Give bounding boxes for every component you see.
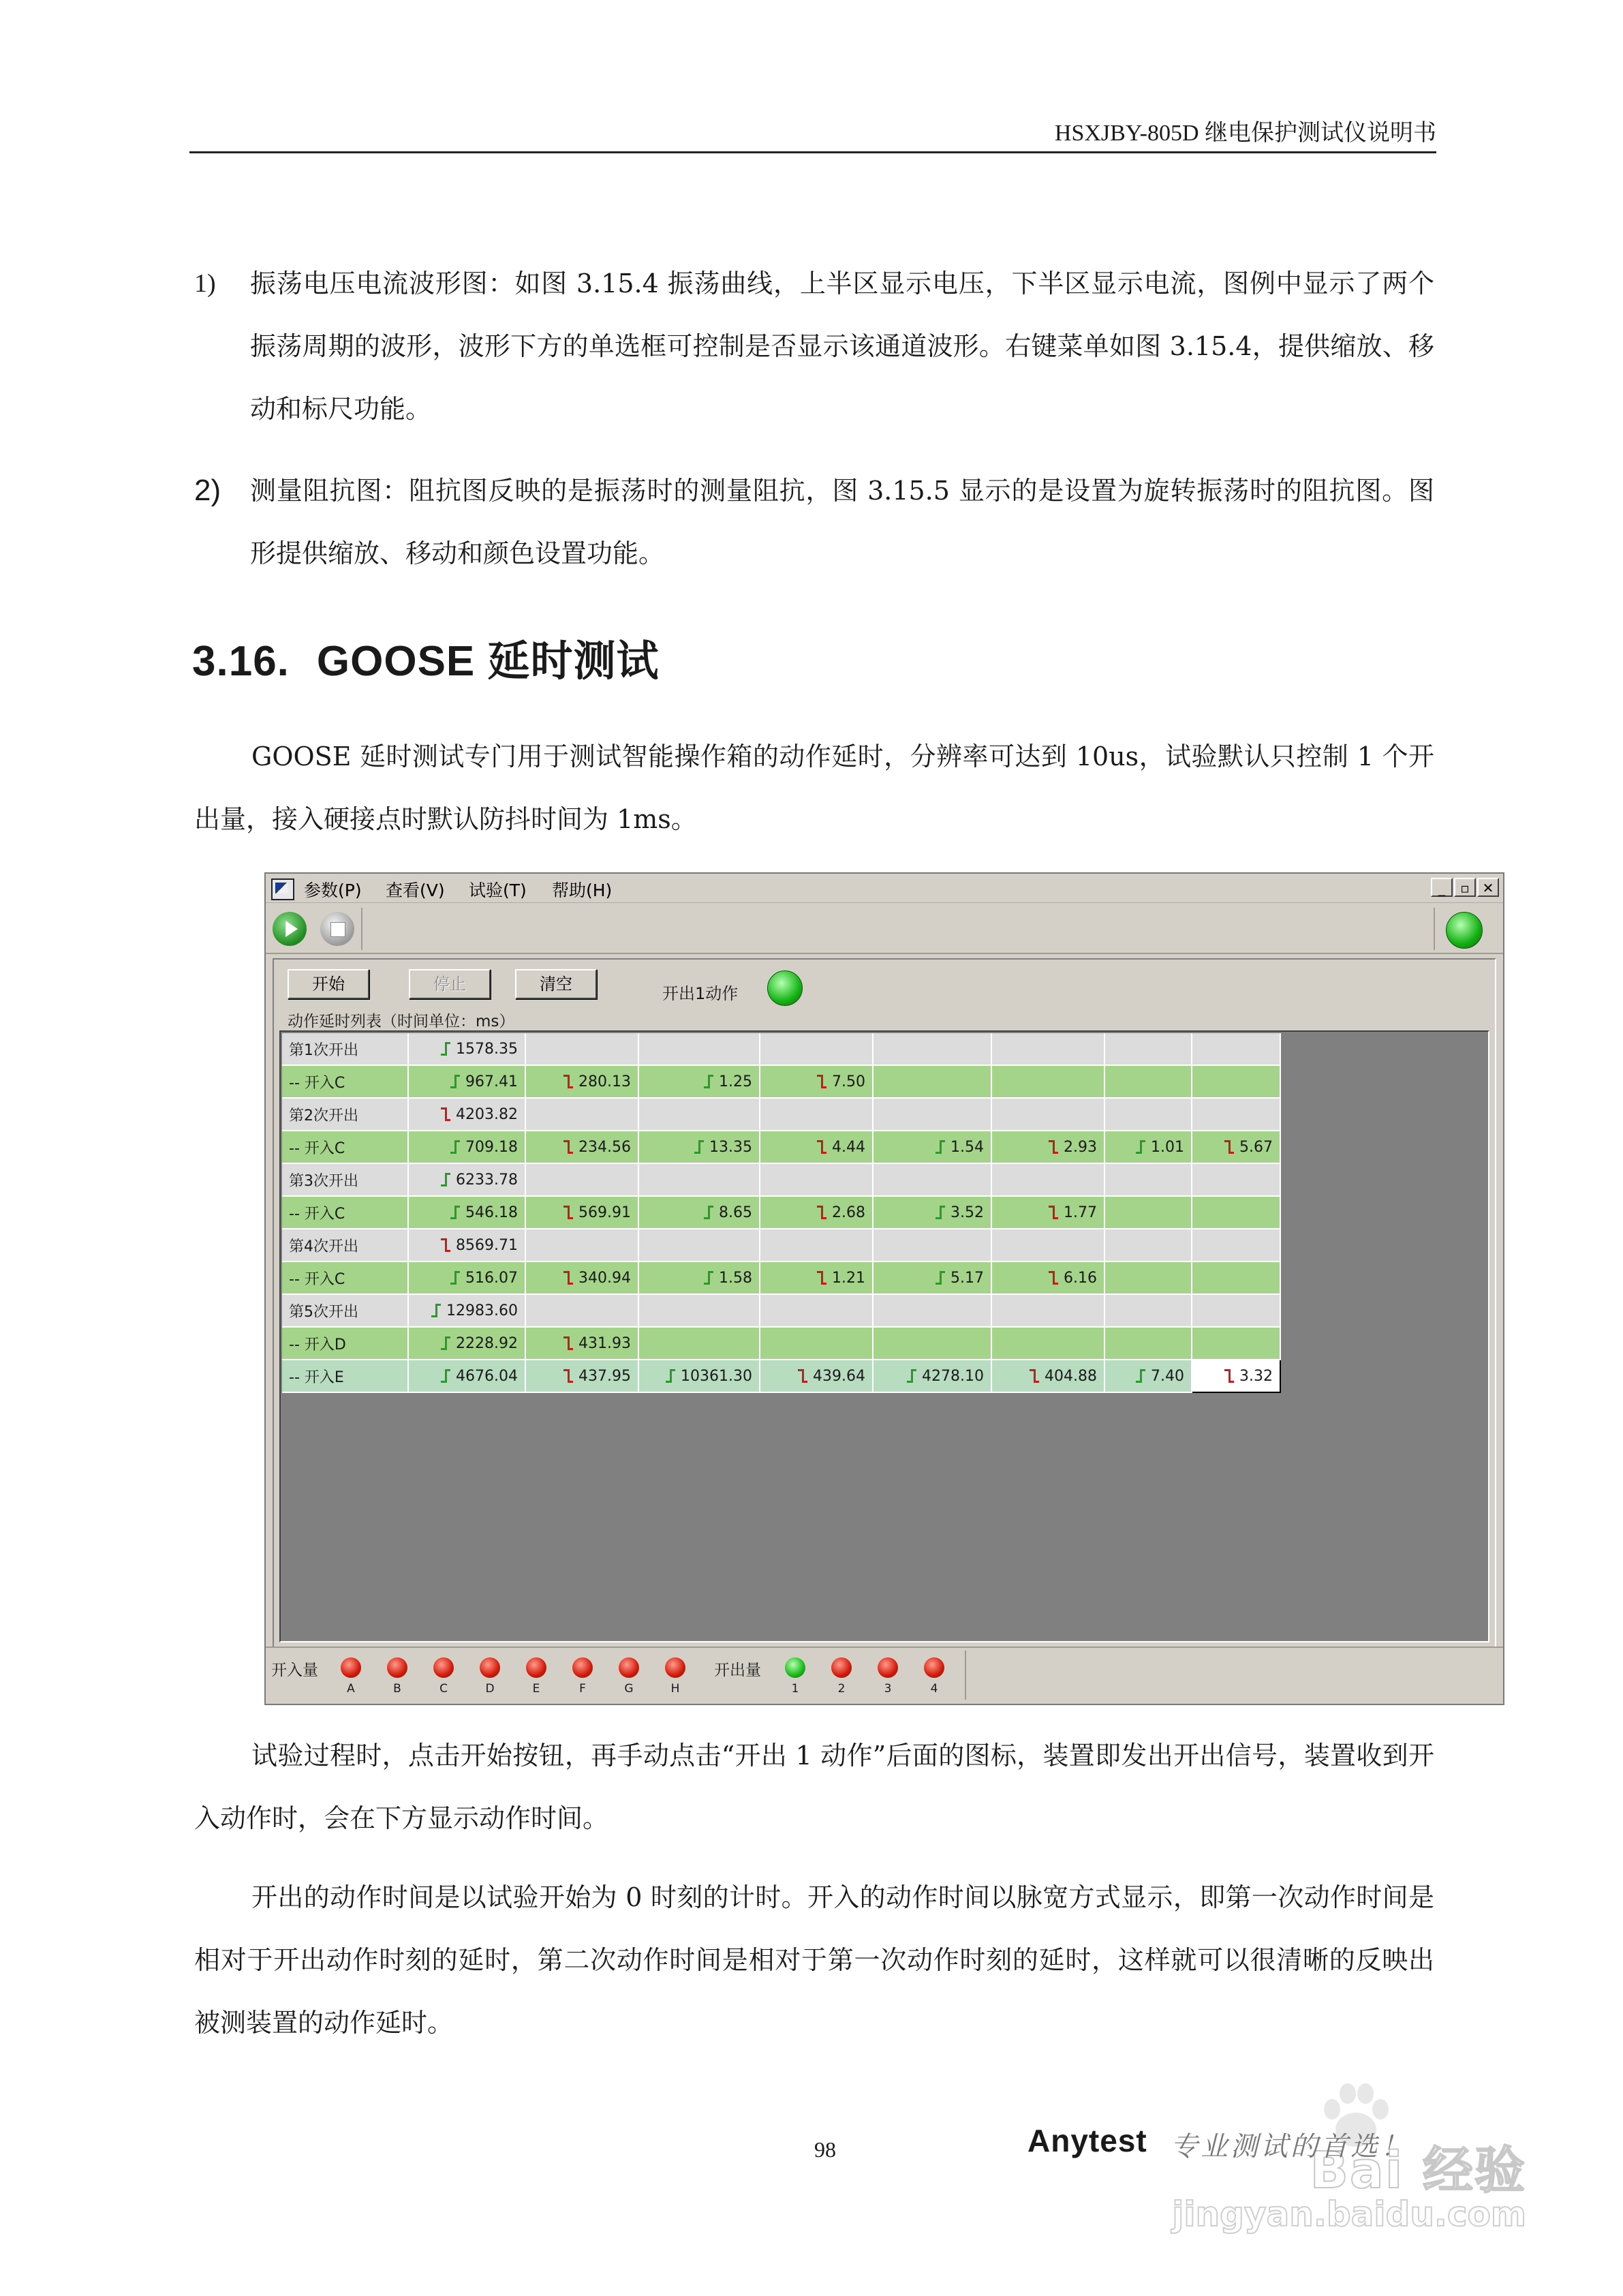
section-heading: [192, 627, 660, 688]
delay-cell[interactable]: [408, 1033, 525, 1065]
input-led-label: C: [439, 1682, 448, 1696]
rising-edge-icon: [694, 1140, 704, 1154]
output-row[interactable]: [282, 1033, 1280, 1065]
output-led-label: 4: [930, 1682, 938, 1696]
delay-value: 1.77: [1064, 1204, 1097, 1221]
delay-cell[interactable]: [1192, 1360, 1280, 1392]
document-title: HSXJBY-805D 继电保护测试仪说明书: [1054, 121, 1436, 146]
delay-cell[interactable]: [991, 1229, 1104, 1261]
delay-cell[interactable]: [525, 1327, 638, 1360]
delay-table-area[interactable]: [279, 1030, 1489, 1642]
delay-value: 2.68: [832, 1204, 865, 1221]
delay-cell[interactable]: [525, 1065, 638, 1098]
delay-cell[interactable]: [760, 1229, 873, 1261]
delay-cell[interactable]: [1192, 1163, 1280, 1196]
list-text: 测量阻抗图：阻抗图反映的是振荡时的测量阻抗，图 3.15.5 显示的是设置为旋转振荡时的阻抗图。图形提供缩放、移动和颜色设置功能。: [250, 476, 1434, 568]
falling-edge-icon: [563, 1369, 573, 1383]
input-led-icon: [526, 1657, 546, 1678]
falling-edge-icon: [563, 1336, 573, 1350]
input-row[interactable]: [282, 1360, 1280, 1392]
delay-cell[interactable]: [1104, 1163, 1192, 1196]
delay-table: [282, 1033, 1281, 1393]
delay-cell[interactable]: [873, 1098, 991, 1131]
falling-edge-icon: [563, 1140, 573, 1154]
delay-cell[interactable]: [408, 1098, 525, 1131]
rising-edge-icon: [431, 1304, 441, 1317]
falling-edge-icon: [1030, 1369, 1039, 1383]
rising-edge-icon: [441, 1369, 450, 1383]
delay-value: 5.67: [1239, 1138, 1273, 1156]
paragraph-text: 试验过程时，点击开始按钮，再手动点击“开出 1 动作”后面的图标，装置即发出开出信号，装置收到开入动作时，会在下方显示动作时间。: [194, 1741, 1434, 1833]
falling-edge-icon: [1049, 1271, 1058, 1285]
delay-value: 516.07: [465, 1269, 518, 1287]
output-led-icon: [785, 1657, 805, 1678]
delay-cell[interactable]: [760, 1065, 873, 1098]
delay-cell[interactable]: [991, 1327, 1104, 1360]
output-row[interactable]: [282, 1229, 1280, 1261]
delay-cell[interactable]: [525, 1360, 638, 1392]
close-button[interactable]: ✕: [1477, 878, 1499, 897]
delay-value: 10361.30: [681, 1367, 752, 1385]
page-number: 98: [814, 2137, 836, 2162]
do-action-label: 开出1动作: [662, 984, 739, 1003]
watermark-text: Bai 经验: [1310, 2141, 1526, 2200]
delay-cell[interactable]: [525, 1098, 638, 1131]
delay-value: 431.93: [578, 1334, 631, 1352]
app-icon[interactable]: [271, 878, 294, 900]
input-led-icon: [572, 1657, 593, 1678]
delay-cell[interactable]: [1104, 1196, 1192, 1229]
rising-edge-icon: [1136, 1369, 1145, 1383]
delay-cell[interactable]: [991, 1294, 1104, 1327]
delay-cell[interactable]: [1192, 1229, 1280, 1261]
delay-value: 546.18: [465, 1204, 518, 1221]
input-led-label: F: [579, 1682, 586, 1696]
delay-cell[interactable]: [873, 1065, 991, 1098]
delay-value: 2.93: [1064, 1138, 1097, 1156]
input-row[interactable]: [282, 1065, 1280, 1098]
delay-value: 280.13: [578, 1073, 631, 1090]
start-button[interactable]: 开始: [288, 969, 369, 999]
delay-cell[interactable]: [991, 1065, 1104, 1098]
row-label: -- 开入C: [282, 1131, 408, 1163]
do-action-led-icon[interactable]: [767, 970, 803, 1006]
delay-value: 404.88: [1045, 1367, 1097, 1385]
section-title-text: GOOSE 延时测试: [316, 638, 660, 685]
delay-cell[interactable]: [1192, 1261, 1280, 1294]
input-led-label: G: [624, 1682, 634, 1696]
delay-cell[interactable]: [408, 1229, 525, 1261]
delay-cell[interactable]: [1104, 1261, 1192, 1294]
inputs-label: 开入量: [271, 1662, 318, 1679]
outputs-label: 开出量: [714, 1662, 761, 1679]
delay-cell[interactable]: [638, 1131, 760, 1163]
delay-cell[interactable]: [991, 1033, 1104, 1065]
delay-cell[interactable]: [873, 1327, 991, 1360]
rising-edge-icon: [441, 1042, 450, 1056]
delay-cell[interactable]: [525, 1131, 638, 1163]
delay-value: 2228.92: [456, 1334, 518, 1352]
input-row[interactable]: [282, 1131, 1280, 1163]
delay-value: 3.32: [1239, 1367, 1273, 1385]
output-row[interactable]: [282, 1294, 1280, 1327]
input-led-icon: [619, 1657, 639, 1678]
row-label: -- 开入C: [282, 1261, 408, 1294]
delay-value: 234.56: [578, 1138, 631, 1156]
row-label: 第1次开出: [282, 1033, 408, 1065]
goose-delay-test-window: [264, 872, 1504, 1705]
output-led-icon: [831, 1657, 852, 1678]
delay-cell[interactable]: [1192, 1065, 1280, 1098]
row-label: -- 开入E: [282, 1360, 408, 1392]
delay-value: 5.17: [950, 1269, 984, 1287]
falling-edge-icon: [817, 1140, 826, 1154]
delay-cell[interactable]: [525, 1261, 638, 1294]
window-controls: [1431, 878, 1499, 897]
delay-cell[interactable]: [1104, 1131, 1192, 1163]
delay-cell[interactable]: [760, 1327, 873, 1360]
brand-logo: Anytest: [1027, 2123, 1147, 2158]
delay-value: 4203.82: [456, 1105, 518, 1123]
rising-edge-icon: [704, 1075, 713, 1088]
falling-edge-icon: [563, 1271, 573, 1285]
delay-cell[interactable]: [1192, 1327, 1280, 1360]
delay-value: 1.25: [719, 1073, 752, 1090]
delay-cell[interactable]: [408, 1065, 525, 1098]
delay-cell[interactable]: [1104, 1294, 1192, 1327]
delay-cell[interactable]: [408, 1327, 525, 1360]
clear-button[interactable]: 清空: [515, 969, 597, 999]
row-label: -- 开入C: [282, 1065, 408, 1098]
falling-edge-icon: [817, 1271, 826, 1285]
output-led-icon: [924, 1657, 944, 1678]
delay-value: 8.65: [719, 1204, 752, 1221]
delay-cell[interactable]: [1104, 1098, 1192, 1131]
header-rule: [189, 151, 1436, 153]
delay-value: 6.16: [1064, 1269, 1097, 1287]
delay-cell[interactable]: [638, 1360, 760, 1392]
delay-cell[interactable]: [1104, 1229, 1192, 1261]
rising-edge-icon: [441, 1336, 450, 1350]
delay-cell[interactable]: [1192, 1131, 1280, 1163]
delay-value: 7.40: [1151, 1367, 1184, 1385]
delay-cell[interactable]: [991, 1261, 1104, 1294]
falling-edge-icon: [563, 1075, 573, 1088]
falling-edge-icon: [817, 1075, 826, 1088]
menu-bar: [266, 874, 1503, 903]
delay-cell[interactable]: [638, 1229, 760, 1261]
input-led-label: B: [393, 1682, 401, 1696]
rising-edge-icon: [936, 1271, 945, 1285]
delay-value: 13.35: [709, 1138, 752, 1156]
list-item-2: [194, 459, 1434, 585]
stop-button[interactable]: 停止: [409, 969, 491, 999]
after-paragraph-1: [194, 1724, 1434, 1850]
delay-value: 439.64: [813, 1367, 865, 1385]
delay-value: 1578.35: [456, 1040, 518, 1058]
delay-cell[interactable]: [991, 1163, 1104, 1196]
delay-cell[interactable]: [638, 1196, 760, 1229]
rising-edge-icon: [666, 1369, 675, 1383]
delay-cell[interactable]: [408, 1131, 525, 1163]
stop-icon[interactable]: [320, 912, 354, 946]
toolbar-separator: [361, 908, 362, 950]
toolbar-separator: [1434, 908, 1435, 950]
falling-edge-icon: [563, 1206, 573, 1219]
delay-cell[interactable]: [873, 1033, 991, 1065]
delay-cell[interactable]: [873, 1261, 991, 1294]
falling-edge-icon: [1049, 1206, 1058, 1219]
delay-cell[interactable]: [991, 1098, 1104, 1131]
delay-value: 4676.04: [456, 1367, 518, 1385]
delay-value: 8569.71: [456, 1236, 518, 1254]
toolbar: [266, 904, 1503, 954]
delay-cell[interactable]: [525, 1163, 638, 1196]
delay-value: 340.94: [578, 1269, 631, 1287]
input-led-icon: [665, 1657, 685, 1678]
delay-cell[interactable]: [638, 1033, 760, 1065]
delay-value: 3.52: [950, 1204, 984, 1221]
delay-cell[interactable]: [1192, 1033, 1280, 1065]
delay-cell[interactable]: [760, 1131, 873, 1163]
minimize-button[interactable]: _: [1431, 878, 1453, 897]
delay-value: 1.54: [950, 1138, 984, 1156]
test-panel: [273, 958, 1496, 1649]
delay-cell[interactable]: [1192, 1294, 1280, 1327]
rising-edge-icon: [450, 1206, 460, 1219]
rising-edge-icon: [704, 1206, 713, 1219]
list-number: 1): [194, 269, 216, 298]
delay-value: 4.44: [832, 1138, 865, 1156]
input-row[interactable]: [282, 1261, 1280, 1294]
row-label: -- 开入D: [282, 1327, 408, 1360]
input-led-icon: [387, 1657, 407, 1678]
paragraph-text: 开出的动作时间是以试验开始为 0 时刻的计时。开入的动作时间以脉宽方式显示，即第一次动作时间是相对于开出动作时刻的延时，第二次动作时间是相对于第一次动作时刻的延时，这样就可以很清晰的反映出被测装置的动作延时。: [194, 1882, 1434, 2038]
list-number: 2): [194, 474, 221, 507]
falling-edge-icon: [798, 1369, 807, 1383]
row-label: 第2次开出: [282, 1098, 408, 1131]
rising-edge-icon: [907, 1369, 916, 1383]
delay-cell[interactable]: [408, 1261, 525, 1294]
delay-cell[interactable]: [525, 1033, 638, 1065]
rising-edge-icon: [450, 1140, 460, 1154]
rising-edge-icon: [441, 1173, 450, 1187]
watermark-url: jingyan.baidu.com: [1172, 2194, 1526, 2234]
delay-value: 569.91: [578, 1204, 631, 1221]
rising-edge-icon: [450, 1075, 460, 1088]
delay-cell[interactable]: [991, 1196, 1104, 1229]
status-bar: [266, 1647, 1503, 1704]
brand-slogan: 专业测试的首选！: [1171, 2131, 1410, 2162]
play-icon[interactable]: [273, 912, 307, 946]
delay-list-title: 动作延时列表（时间单位：ms）: [288, 1013, 515, 1030]
delay-cell[interactable]: [1104, 1065, 1192, 1098]
paragraph-text: GOOSE 延时测试专门用于测试智能操作箱的动作延时，分辨率可达到 10us，试验默认只控制 1 个开出量，接入硬接点时默认防抖时间为 1ms。: [194, 741, 1434, 834]
delay-cell[interactable]: [525, 1294, 638, 1327]
delay-cell[interactable]: [408, 1294, 525, 1327]
output-row[interactable]: [282, 1098, 1280, 1131]
rising-edge-icon: [936, 1140, 945, 1154]
output-led-label: 1: [791, 1682, 799, 1696]
delay-cell[interactable]: [1192, 1196, 1280, 1229]
row-label: 第4次开出: [282, 1229, 408, 1261]
menu-params[interactable]: 参数(P): [304, 881, 362, 900]
falling-edge-icon: [441, 1107, 450, 1121]
delay-cell[interactable]: [873, 1196, 991, 1229]
delay-value: 709.18: [465, 1138, 518, 1156]
menu-test[interactable]: 试验(T): [469, 881, 527, 900]
delay-cell[interactable]: [525, 1196, 638, 1229]
delay-value: 12983.60: [446, 1302, 518, 1319]
row-label: 第5次开出: [282, 1294, 408, 1327]
list-text: 振荡电压电流波形图：如图 3.15.4 振荡曲线，上半区显示电压，下半区显示电流，图例中显示了两个振荡周期的波形，波形下方的单选框可控制是否显示该通道波形。右键菜单如图 3.15.4，提供缩放、移动和标尺功能。: [250, 269, 1434, 424]
status-separator: [965, 1651, 966, 1700]
delay-cell[interactable]: [408, 1360, 525, 1392]
delay-cell[interactable]: [760, 1033, 873, 1065]
restore-button[interactable]: ▫: [1454, 878, 1476, 897]
delay-value: 4278.10: [922, 1367, 984, 1385]
input-led-label: A: [347, 1682, 355, 1696]
falling-edge-icon: [1224, 1140, 1234, 1154]
delay-cell[interactable]: [991, 1131, 1104, 1163]
falling-edge-icon: [817, 1206, 826, 1219]
delay-cell[interactable]: [873, 1131, 991, 1163]
section-number: 3.16.: [192, 638, 290, 685]
rising-edge-icon: [450, 1271, 460, 1285]
input-led-label: E: [532, 1682, 540, 1696]
delay-value: 7.50: [832, 1073, 865, 1090]
delay-cell[interactable]: [873, 1163, 991, 1196]
delay-cell[interactable]: [638, 1065, 760, 1098]
intro-paragraph: [194, 725, 1434, 851]
row-label: 第3次开出: [282, 1163, 408, 1196]
row-label: -- 开入C: [282, 1196, 408, 1229]
menu-view[interactable]: 查看(V): [386, 881, 445, 900]
rising-edge-icon: [704, 1271, 713, 1285]
delay-value: 1.21: [832, 1269, 865, 1287]
delay-cell[interactable]: [1192, 1098, 1280, 1131]
delay-cell[interactable]: [760, 1261, 873, 1294]
input-row[interactable]: [282, 1196, 1280, 1229]
input-led-label: H: [670, 1682, 680, 1696]
after-paragraph-2: [194, 1866, 1434, 2054]
status-led-icon: [1446, 912, 1483, 949]
delay-value: 1.58: [719, 1269, 752, 1287]
input-led-label: D: [485, 1682, 495, 1696]
delay-cell[interactable]: [525, 1229, 638, 1261]
delay-cell[interactable]: [638, 1327, 760, 1360]
delay-cell[interactable]: [1104, 1033, 1192, 1065]
delay-cell[interactable]: [638, 1163, 760, 1196]
input-row[interactable]: [282, 1327, 1280, 1360]
delay-value: 437.95: [578, 1367, 631, 1385]
delay-cell[interactable]: [408, 1163, 525, 1196]
page-header: [189, 112, 1436, 153]
output-row[interactable]: [282, 1163, 1280, 1196]
delay-cell[interactable]: [760, 1360, 873, 1392]
delay-cell[interactable]: [638, 1098, 760, 1131]
delay-cell[interactable]: [873, 1294, 991, 1327]
list-item-1: [194, 252, 1434, 440]
delay-cell[interactable]: [760, 1163, 873, 1196]
rising-edge-icon: [936, 1206, 945, 1219]
input-led-icon: [341, 1657, 361, 1678]
delay-cell[interactable]: [1104, 1327, 1192, 1360]
output-led-label: 3: [884, 1682, 892, 1696]
input-led-icon: [433, 1657, 454, 1678]
delay-cell[interactable]: [1104, 1360, 1192, 1392]
falling-edge-icon: [441, 1238, 450, 1252]
output-led-icon: [878, 1657, 898, 1678]
delay-cell[interactable]: [408, 1196, 525, 1229]
output-led-label: 2: [837, 1682, 846, 1696]
delay-cell[interactable]: [873, 1229, 991, 1261]
rising-edge-icon: [1136, 1140, 1145, 1154]
falling-edge-icon: [1049, 1140, 1058, 1154]
delay-cell[interactable]: [638, 1261, 760, 1294]
delay-cell[interactable]: [760, 1294, 873, 1327]
delay-cell[interactable]: [873, 1360, 991, 1392]
delay-value: 1.01: [1151, 1138, 1184, 1156]
falling-edge-icon: [1224, 1369, 1234, 1383]
delay-cell[interactable]: [991, 1360, 1104, 1392]
menu-help[interactable]: 帮助(H): [552, 881, 613, 900]
delay-cell[interactable]: [760, 1098, 873, 1131]
input-led-icon: [480, 1657, 500, 1678]
delay-cell[interactable]: [638, 1294, 760, 1327]
delay-cell[interactable]: [760, 1196, 873, 1229]
delay-value: 6233.78: [456, 1171, 518, 1189]
delay-value: 967.41: [465, 1073, 518, 1090]
